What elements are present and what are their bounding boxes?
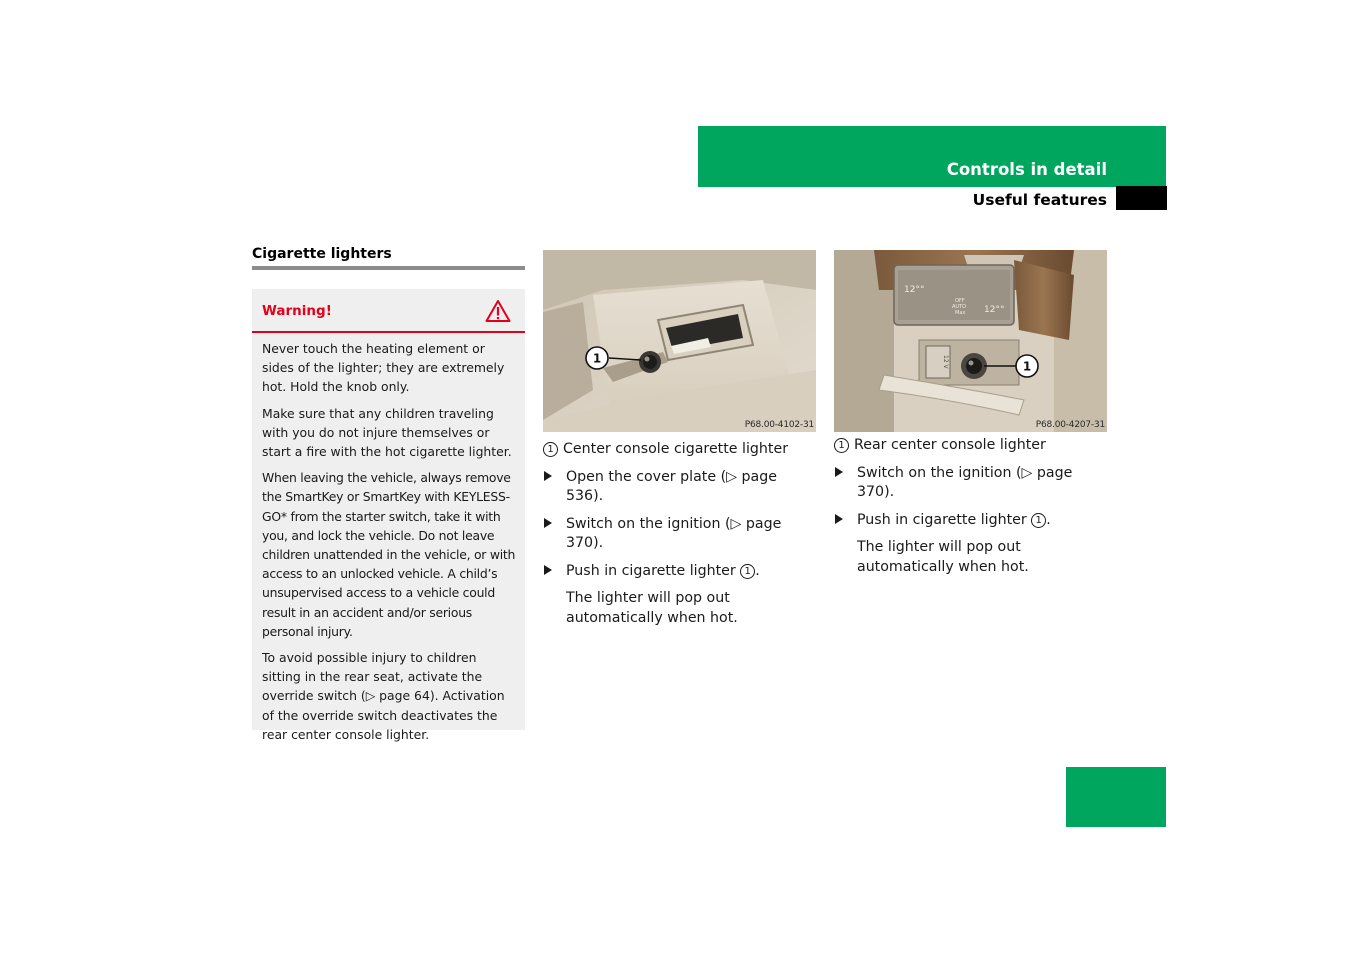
page-number: 537 xyxy=(1257,772,1292,791)
warning-header xyxy=(252,289,525,333)
caption-text: Rear center console lighter xyxy=(854,437,1046,453)
callout-number: 1 xyxy=(543,442,558,457)
center-console-instructions xyxy=(543,440,815,628)
image-caption xyxy=(543,440,815,460)
warning-paragraph: To avoid possible injury to children sitting in the rear seat, activate the override switch (▷ page 64). Activation of the override switch deactivates the rear center console lighter. xyxy=(262,650,505,742)
center-console-lighter-photo xyxy=(543,250,816,432)
step-result: The lighter will pop out automatically when hot. xyxy=(566,590,738,626)
warning-paragraph: Never touch the heating element or sides of the lighter; they are extremely hot. Hold the knob only. xyxy=(262,341,505,395)
image-code: P68.00-4102-31 xyxy=(744,420,814,430)
instruction-step xyxy=(834,464,1106,503)
panel-label: 12°° xyxy=(904,285,925,295)
warning-title: Warning! xyxy=(262,303,332,319)
panel-label: Max xyxy=(955,310,966,316)
callout-number: 1 xyxy=(834,438,849,453)
panel-label: 12 V xyxy=(942,355,949,369)
bullet-arrow-icon xyxy=(835,467,843,477)
header-tab-marker xyxy=(1116,186,1167,210)
instruction-step xyxy=(543,515,815,554)
step-text: Switch on the ignition (▷ page 370). xyxy=(566,515,782,551)
callout-1-label: 1 xyxy=(1022,359,1032,374)
step-text: Push in cigarette lighter xyxy=(857,511,1027,528)
caption-text: Center console cigarette lighter xyxy=(563,441,789,457)
panel-label: AUTO xyxy=(952,304,967,310)
step-text: Push in cigarette lighter xyxy=(566,562,736,579)
warning-triangle-icon xyxy=(485,299,511,327)
warning-box xyxy=(252,289,525,742)
callout-number: 1 xyxy=(1031,513,1046,528)
section-rule xyxy=(252,266,525,270)
section-heading: Cigarette lighters xyxy=(252,246,392,262)
warning-paragraph: When leaving the vehicle, always remove the SmartKey or SmartKey with KEYLESS-GO* from the starter switch, take it with you, and lock the vehicle. Do not leave children unattended in the vehicle, or with access to an unlocked vehicle. A child’s unsupervised access to a vehicle could result in an accident and/or serious personal injury. xyxy=(262,470,516,639)
warning-body xyxy=(262,339,518,751)
instruction-step xyxy=(543,468,815,507)
panel-label: 12°° xyxy=(984,305,1005,315)
callout-number: 1 xyxy=(740,564,755,579)
instruction-step: Push in cigarette lighter 1 . xyxy=(543,562,815,582)
instruction-step: Push in cigarette lighter 1 . xyxy=(834,511,1106,531)
rear-console-lighter-photo xyxy=(834,250,1107,432)
step-text: Switch on the ignition (▷ page 370). xyxy=(857,464,1073,500)
bullet-arrow-icon xyxy=(544,565,552,575)
image-code: P68.00-4207-31 xyxy=(1035,420,1105,430)
rear-console-instructions xyxy=(834,436,1106,577)
image-caption xyxy=(834,436,1106,456)
page-number-box xyxy=(1066,767,1166,827)
chapter-title: Controls in detail xyxy=(946,160,1107,179)
warning-paragraph: Make sure that any children traveling with you do not injure themselves or start a fire with the hot cigarette lighter. xyxy=(262,405,512,460)
callout-1-label: 1 xyxy=(592,351,602,366)
step-result: The lighter will pop out automatically when hot. xyxy=(857,539,1029,575)
panel-label: OFF xyxy=(955,298,965,304)
bullet-arrow-icon xyxy=(544,471,552,481)
bullet-arrow-icon xyxy=(835,514,843,524)
section-subtitle: Useful features xyxy=(972,191,1107,209)
bullet-arrow-icon xyxy=(544,518,552,528)
step-text: Open the cover plate (▷ page 536). xyxy=(566,468,777,504)
